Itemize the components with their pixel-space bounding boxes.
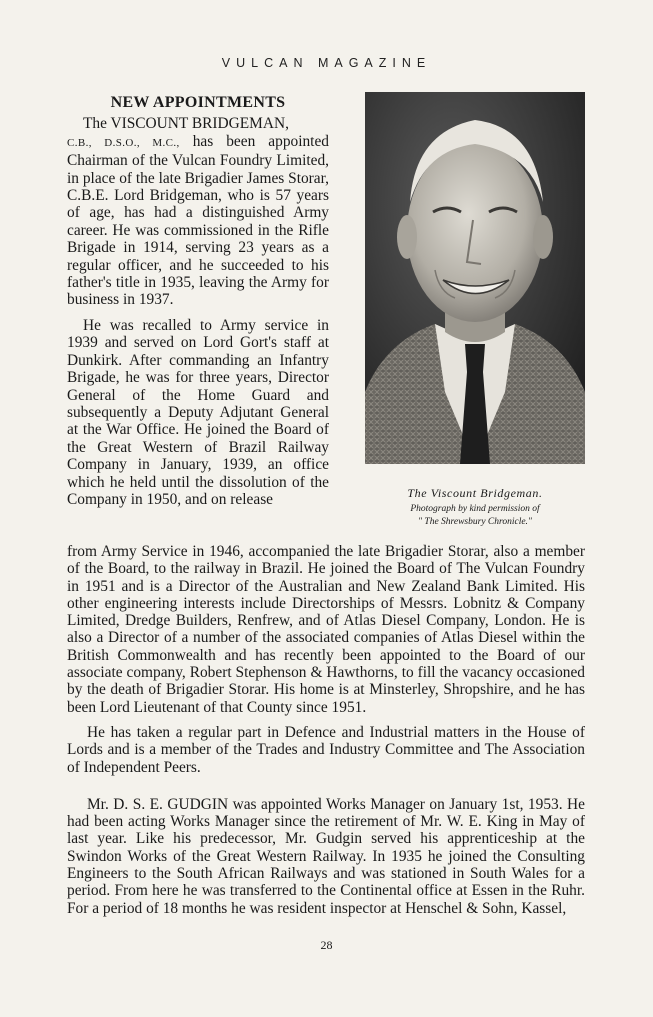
paragraph-1 [67, 115, 329, 308]
page-number: 28 [320, 938, 333, 952]
running-head: VULCAN MAGAZINE [221, 56, 432, 70]
article-heading: NEW APPOINTMENTS [110, 94, 286, 111]
paragraph-1-honours: C.B., D.S.O., M.C., [67, 136, 180, 149]
caption-credit-line-2: " The Shrewsbury Chronicle." [418, 517, 532, 527]
paragraph-1-lead: The VISCOUNT BRIDGEMAN, [83, 115, 289, 133]
paragraph-4: Mr. D. S. E. GUDGIN was appointed Works Manager on January 1st, 1953. He had been acting Works Manager since the retirement of Mr. W. E. King in May of last year. Like his predecessor, Mr. Gudgin served his apprenticeship at the Swindon Works of the Great Western Railway. In 1935 he joined the Consulting Engineers to the South African Railways and was stationed in South Wales for a period. From here he was transferred to the Continental office at Essen in the Ruhr. For a period of 18 months he was resident inspector at Henschel & Sohn, Kassel, [67, 795, 585, 917]
photo-caption [350, 486, 600, 527]
portrait-photo [365, 92, 585, 464]
left-column [67, 94, 329, 508]
paragraph-3: He has taken a regular part in Defence and Industrial matters in the House of Lords and is a member of the Trades and Industry Committee and The Association of Independent Peers. [67, 723, 585, 776]
caption-title: The Viscount Bridgeman. [407, 486, 543, 500]
caption-credit-line-1: Photograph by kind permission of [410, 504, 540, 514]
paragraph-1-rest: has been appointed Chairman of the Vulcan Foundry Limited, in place of the late Brigadier James Storar, C.B.E. Lord Bridgeman, who is 57 years of age, has had a distinguished Army career. He was commissioned in the Rifle Brigade in 1914, serving 23 years as a regular officer, and he succeeded to his father's title in 1935, leaving the Army for business in 1937. [67, 132, 329, 309]
full-width-text [67, 543, 585, 917]
paragraph-2: He was recalled to Army service in 1939 and served on Lord Gort's staff at Dunkirk. After commanding an Infantry Brigade, he was for three years, Director General of the Home Guard and subsequently a Deputy Adjutant General at the War Office. He joined the Board of the Great Western of Brazil Railway Company in January, 1939, an office which he held until the dissolution of the Company in 1950, and on release [67, 316, 329, 508]
portrait-image [365, 92, 585, 464]
paragraph-2-continued: from Army Service in 1946, accompanied the late Brigadier Storar, also a member of the Board, to the railway in Brazil. He joined the Board of The Vulcan Foundry in 1951 and is a Director of the Australian and New Zealand Bank Limited. His other engineering interests include Directorships of Messrs. Lobnitz & Company Limited, Dredge Builders, Renfrew, and of Atlas Diesel Company, London. He is also a Director of a number of the associated companies of Atlas Diesel within the British Commonwealth and has recently been appointed to the Board of our associate company, Robert Stephenson & Hawthorns, to fill the vacancy occasioned by the death of Brigadier Storar. His home is at Minsterley, Shropshire, and he has been Lord Lieutenant of that County since 1951. [67, 543, 585, 716]
